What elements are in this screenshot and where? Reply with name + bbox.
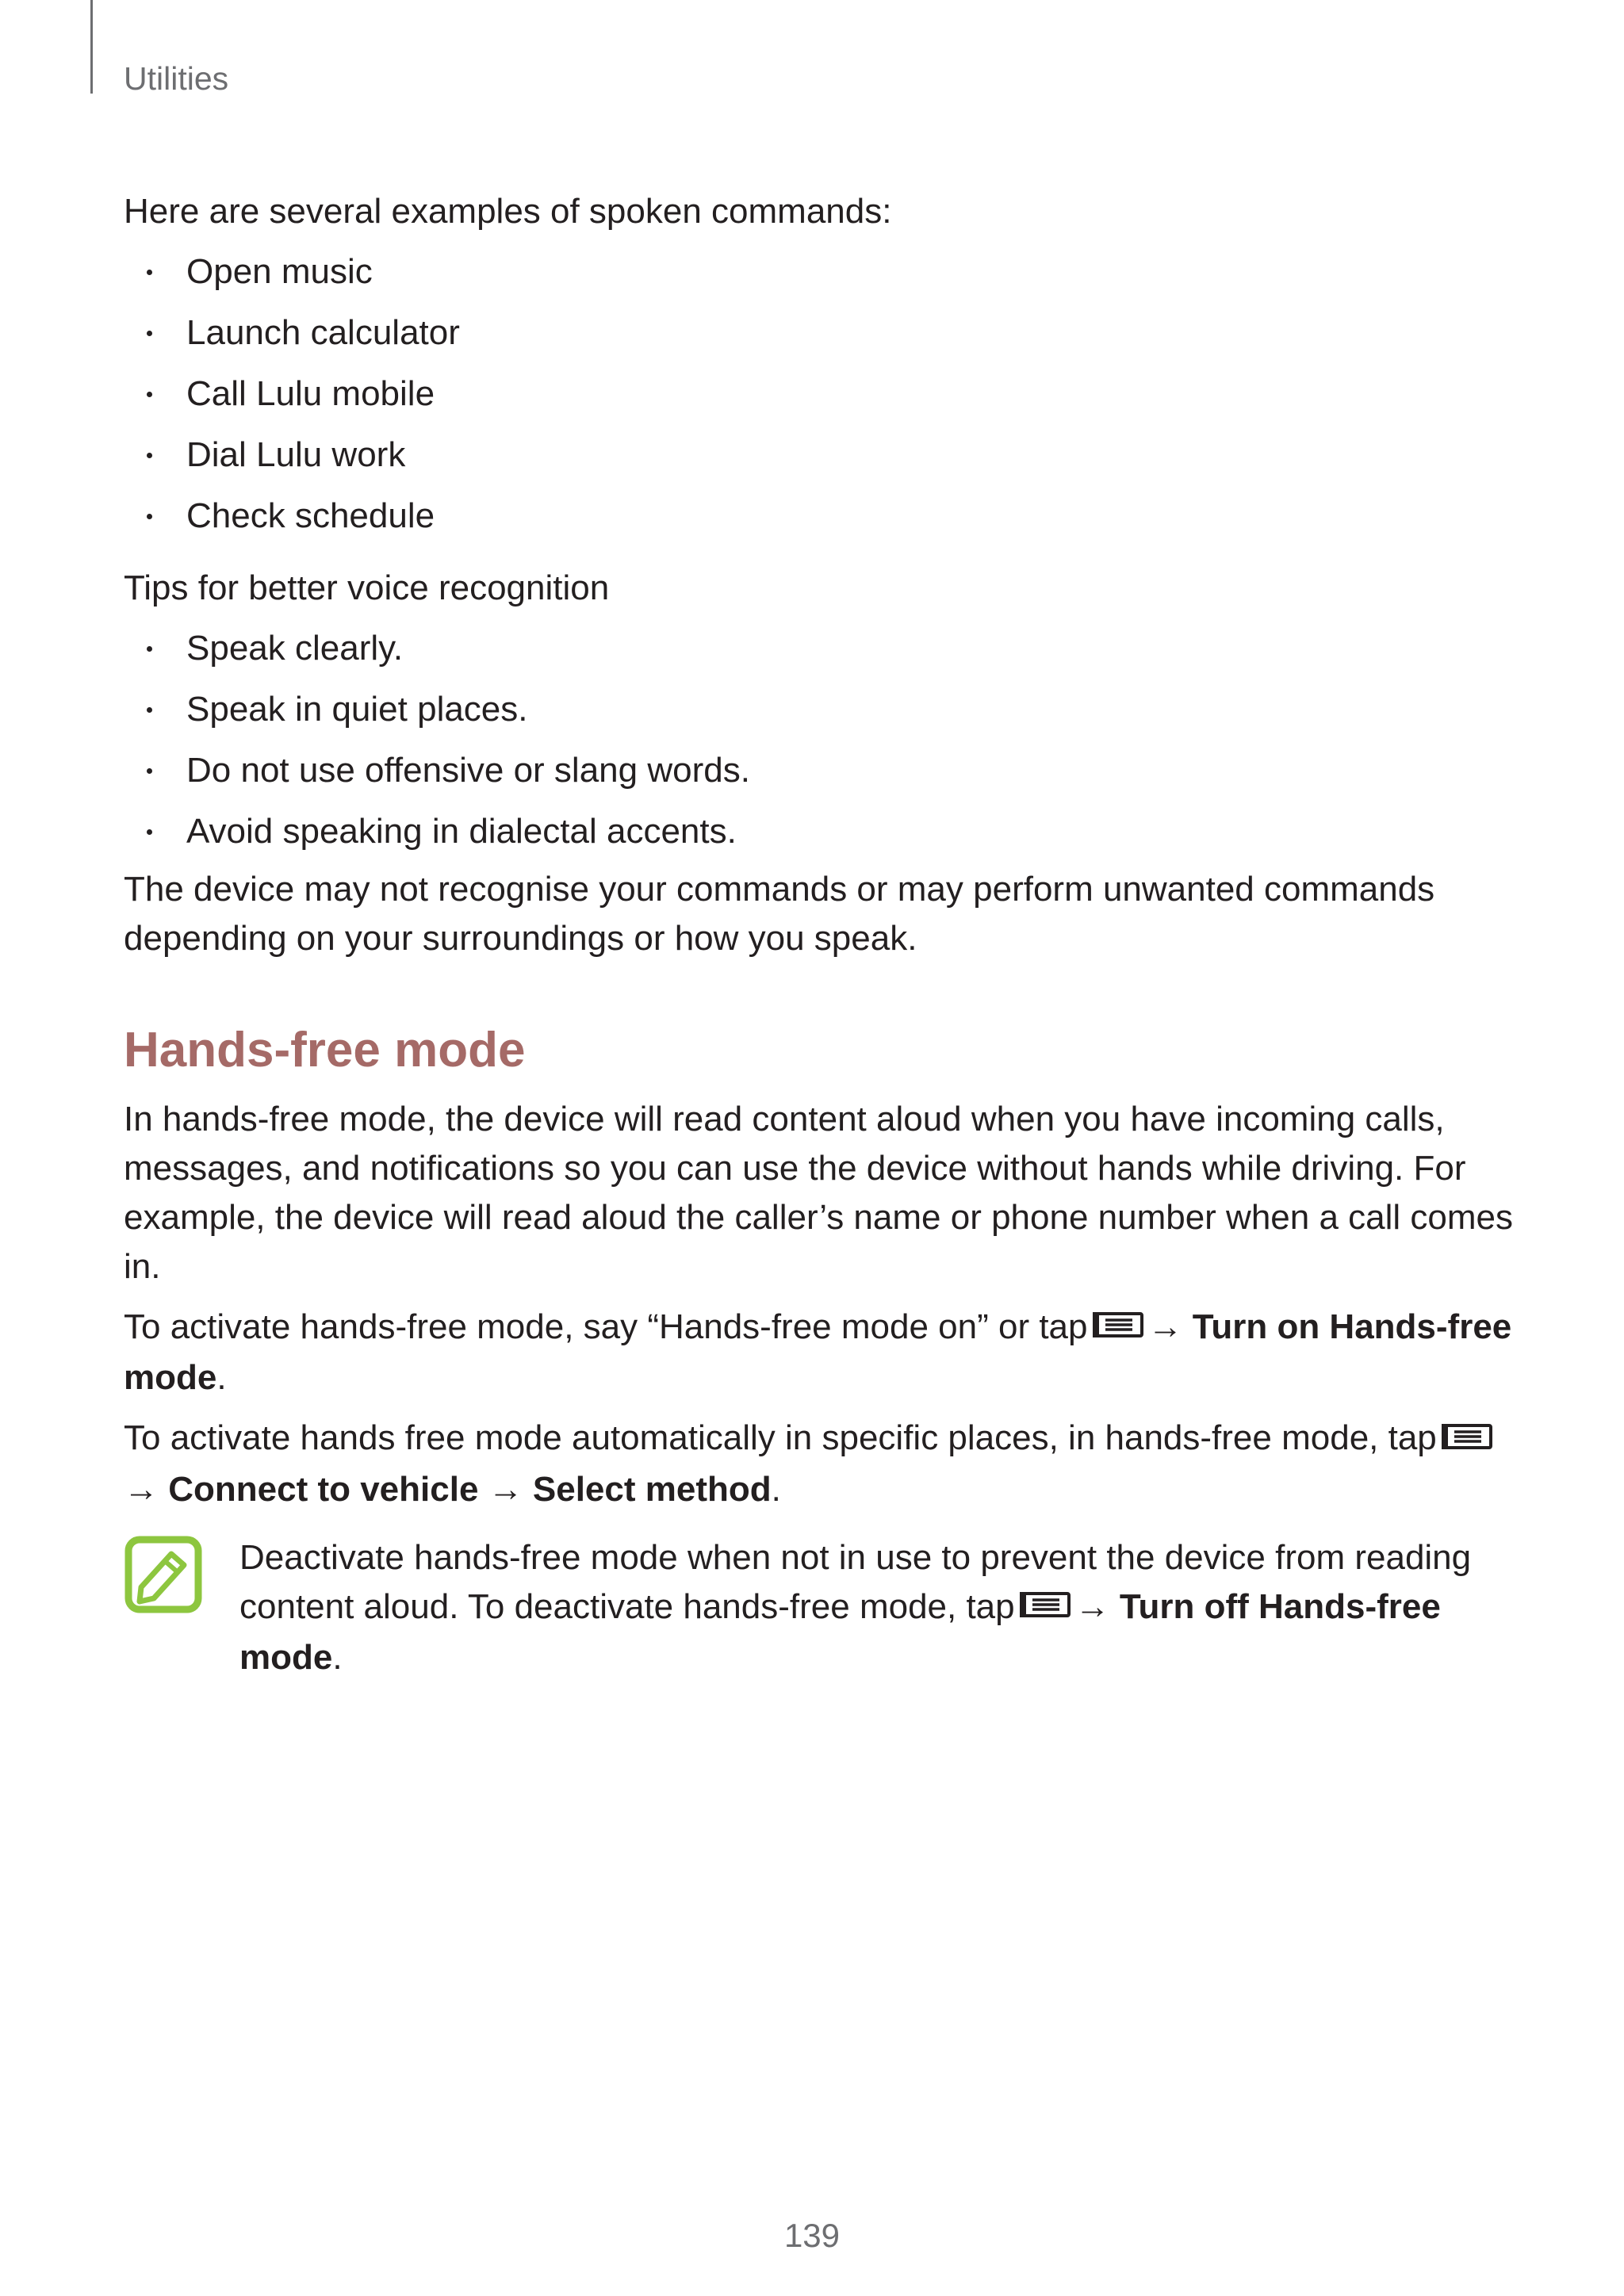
menu-key-icon	[1020, 1582, 1071, 1631]
list-item	[124, 801, 1519, 862]
bullet-icon	[147, 392, 152, 397]
recognition-warning: The device may not recognise your commands or may perform unwanted commands depending on your surroundings or how you speak.	[124, 870, 1435, 958]
page-content	[124, 187, 1519, 1682]
list-item	[124, 740, 1519, 801]
bullet-icon	[147, 829, 152, 835]
bullet-icon	[147, 646, 152, 652]
commands-intro: Here are several examples of spoken commands:	[124, 192, 892, 231]
list-item-label: Call Lulu mobile	[186, 374, 435, 413]
list-item	[124, 485, 1519, 546]
auto-prefix: To activate hands free mode automatically in specific places, in hands-free mode, tap	[124, 1418, 1437, 1458]
list-item	[124, 241, 1519, 302]
note-box	[124, 1533, 1519, 1682]
activate-prefix: To activate hands-free mode, say “Hands-free mode on” or tap	[124, 1307, 1088, 1346]
bullet-icon	[147, 768, 152, 774]
arrow: →	[1074, 1586, 1110, 1626]
bullet-icon	[147, 514, 152, 519]
action-turn-on-handsfree: Turn on Hands-free mode	[124, 1307, 1512, 1398]
list-item	[124, 302, 1519, 363]
list-item-label: Check schedule	[186, 496, 435, 535]
list-item-label: Dial Lulu work	[186, 435, 406, 474]
tips-list	[124, 618, 1519, 862]
menu-key-icon	[1442, 1414, 1492, 1463]
tips-label: Tips for better voice recognition	[124, 568, 610, 607]
action-select-method: Select method	[532, 1469, 772, 1509]
bullet-icon	[147, 707, 152, 713]
arrow: →	[1147, 1307, 1183, 1346]
handsfree-description: In hands-free mode, the device will read content aloud when you have incoming calls, messages, and notifications so you can use the device without hands while driving. For example, the device will read aloud the caller’s name or phone number when a call comes in.	[124, 1100, 1514, 1286]
side-rule	[90, 0, 93, 94]
list-item	[124, 424, 1519, 485]
menu-key-icon	[1093, 1302, 1143, 1351]
list-item-label: Avoid speaking in dialectal accents.	[186, 812, 737, 851]
note-prefix: Deactivate hands-free mode when not in use to prevent the device from reading content aloud. To deactivate hands-free mode, tap	[239, 1537, 1472, 1626]
list-item	[124, 363, 1519, 424]
auto-instruction	[124, 1414, 1519, 1513]
page-number: 139	[783, 2217, 841, 2254]
list-item-label: Do not use offensive or slang words.	[186, 751, 750, 790]
arrow: →	[124, 1469, 159, 1509]
list-item-label: Open music	[186, 252, 373, 291]
bullet-icon	[147, 270, 152, 275]
note-text	[239, 1533, 1519, 1682]
list-item-label: Speak clearly.	[186, 629, 404, 668]
punctuation: .	[771, 1469, 781, 1509]
punctuation: .	[332, 1638, 343, 1678]
list-item-label: Speak in quiet places.	[186, 690, 528, 729]
note-pencil-icon	[124, 1535, 203, 1614]
arrow: →	[488, 1469, 523, 1509]
commands-list	[124, 241, 1519, 546]
section-label: Utilities	[124, 60, 229, 97]
section-heading: Hands-free mode	[124, 1023, 526, 1077]
punctuation: .	[216, 1358, 227, 1398]
list-item-label: Launch calculator	[186, 313, 460, 352]
list-item	[124, 618, 1519, 679]
action-turn-off-handsfree: Turn off Hands-free mode	[239, 1586, 1441, 1678]
list-item	[124, 679, 1519, 740]
bullet-icon	[147, 453, 152, 458]
action-connect-to-vehicle: Connect to vehicle	[168, 1469, 479, 1509]
activate-instruction	[124, 1303, 1519, 1402]
bullet-icon	[147, 331, 152, 336]
